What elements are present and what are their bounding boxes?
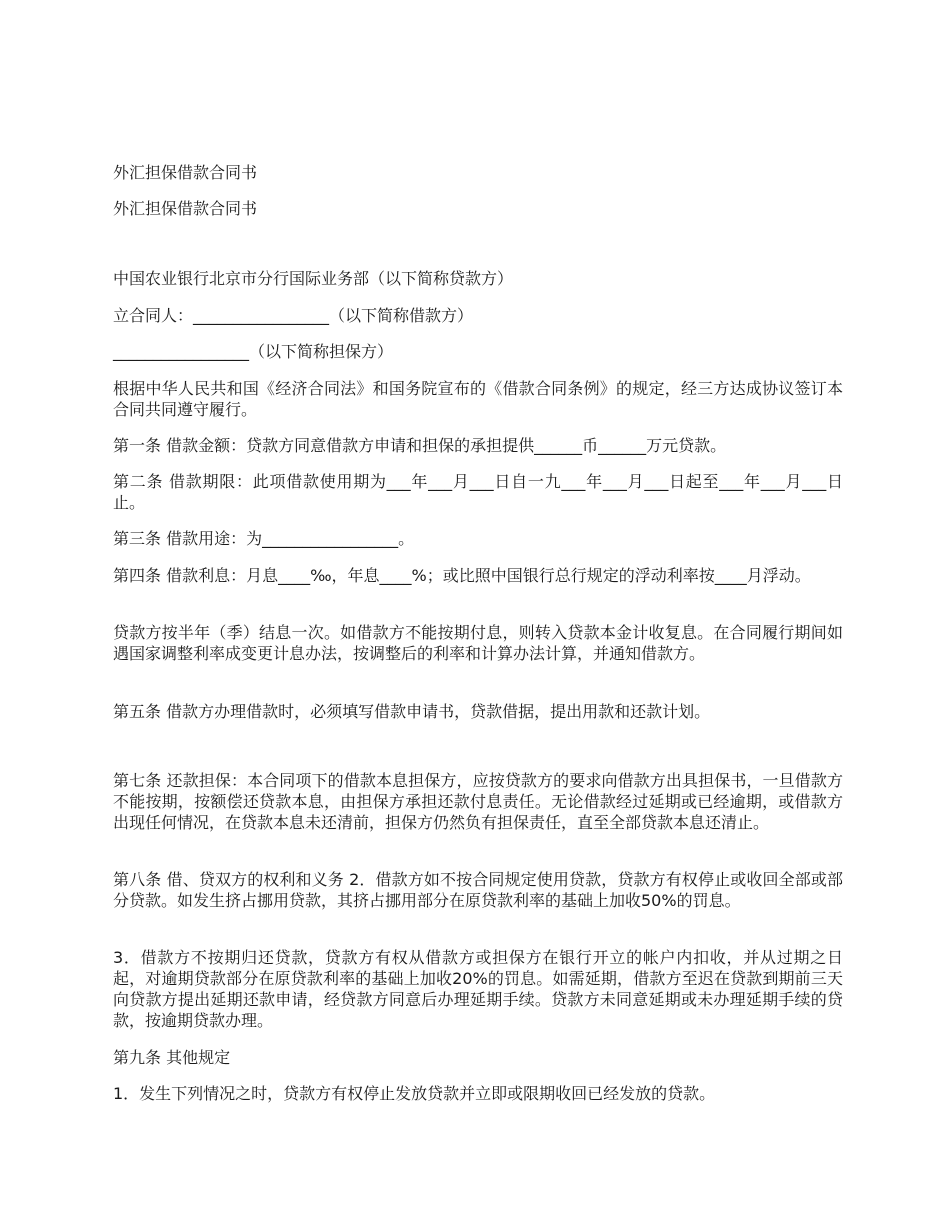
lender-line: 中国农业银行北京市分行国际业务部（以下简称贷款方） [113,269,514,288]
article-2-paragraph: 第二条 借款期限：此项借款使用期为___年___月___日自一九___年___月___日起至___年___月___日止。 [113,472,843,512]
borrower-line: 立合同人：_________________（以下简称借款方） [113,306,474,325]
overdue-paragraph: 3．借款方不按期归还贷款，贷款方有权从借款方或担保方在银行开立的帐户内扣收，并从过期之日起，对逾期贷款部分在原贷款利率的基础上加收20%的罚息。如需延期，借款方至迟在贷款到期前三天向贷款方提出延期还款申请，经贷款方同意后办理延期手续。贷款方未同意延期或未办理延期手续的贷款，按逾期贷款办理。 [113,948,843,1030]
article-4-paragraph: 第四条 借款利息：月息____‰，年息____%；或比照中国银行总行规定的浮动利率按____月浮动。 [113,566,811,585]
document-subtitle: 外汇担保借款合同书 [113,199,258,218]
article-8-paragraph: 第八条 借、贷双方的权利和义务 2．借款方如不按合同规定使用贷款，贷款方有权停止或收回全部或部分贷款。如发生挤占挪用贷款，其挤占挪用部分在原贷款利率的基础上加收50%的罚息。 [113,870,843,910]
clause-1-paragraph: 1．发生下列情况之时，贷款方有权停止发放贷款并立即或限期收回已经发放的贷款。 [113,1084,716,1103]
article-9-heading: 第九条 其他规定 [113,1048,231,1067]
article-1-paragraph: 第一条 借款金额：贷款方同意借款方申请和担保的承担提供______币______万元贷款。 [113,436,727,455]
article-5-paragraph: 第五条 借款方办理借款时，必须填写借款申请书，贷款借据，提出用款和还款计划。 [113,702,711,721]
preamble-paragraph: 根据中华人民共和国《经济合同法》和国务院宣布的《借款合同条例》的规定，经三方达成协议签订本合同共同遵守履行。 [113,379,843,419]
guarantor-line: _________________（以下简称担保方） [113,342,394,361]
document-title: 外汇担保借款合同书 [113,163,258,182]
interest-settlement-paragraph: 贷款方按半年（季）结息一次。如借款方不能按期付息，则转入贷款本金计收复息。在合同履行期间如遇国家调整利率成变更计息办法，按调整后的利率和计算办法计算，并通知借款方。 [113,623,843,663]
article-3-paragraph: 第三条 借款用途：为_________________。 [113,529,415,548]
article-7-paragraph: 第七条 还款担保：本合同项下的借款本息担保方，应按贷款方的要求向借款方出具担保书，一旦借款方不能按期，按额偿还贷款本息，由担保方承担还款付息责任。无论借款经过延期或已经逾期，或借款方出现任何情况，在贷款本息未还清前，担保方仍然负有担保责任，直至全部贷款本息还清止。 [113,771,843,832]
